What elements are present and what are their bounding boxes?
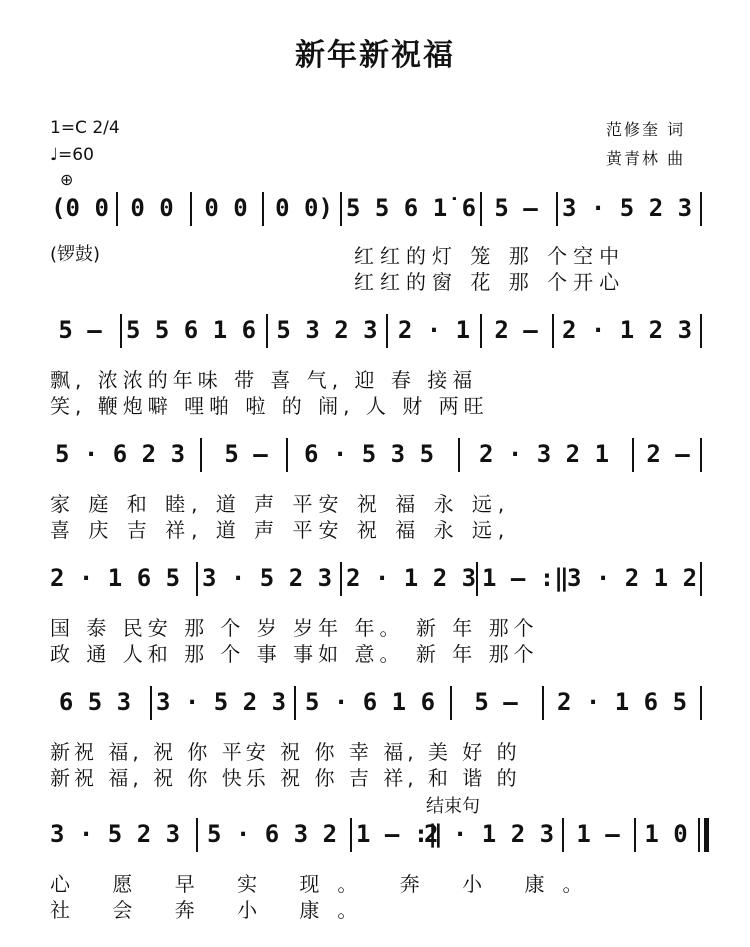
measure-notes: 5 5 6 1 6 <box>126 316 257 344</box>
ending-label: 结束句 <box>426 796 480 817</box>
measure-notes: 2 – <box>646 440 690 468</box>
measure-notes: 1 – :‖ <box>356 820 443 848</box>
barline <box>458 438 460 472</box>
measure-notes: 5 3 2 3 <box>276 316 378 344</box>
barline <box>190 192 192 226</box>
barline <box>450 686 452 720</box>
staff-row-6 <box>50 816 710 852</box>
barline <box>120 314 122 348</box>
measure-notes: 0 0 <box>130 194 174 222</box>
staff-row-2 <box>50 312 710 348</box>
measure-notes: 0 0) <box>275 194 333 222</box>
lyrics-verse-1: 心 愿 早 实 现。 奔 小 康。 <box>50 872 601 896</box>
lyrics-verse-1: 飘, 浓浓的年味 带 喜 气, 迎 春 接福 <box>50 368 478 392</box>
barline <box>700 686 702 720</box>
measure-notes: 5 – <box>474 688 518 716</box>
barline <box>196 562 198 596</box>
barline <box>542 686 544 720</box>
barline <box>700 314 702 348</box>
barline <box>266 314 268 348</box>
staff-row-5 <box>50 684 710 720</box>
segno-icon: ⊕ <box>60 170 74 189</box>
key-signature: 1=C 2/4 <box>50 118 120 138</box>
lyricist-credit: 范修奎 词 <box>606 120 686 139</box>
barline <box>552 314 554 348</box>
final-barline <box>704 818 709 852</box>
measure-notes: 5 – <box>58 316 102 344</box>
measure-notes: 2 · 1 2 3 <box>561 316 693 344</box>
measure-notes: 3 · 5 2 3 <box>562 194 693 222</box>
measure-notes: 5 – <box>494 194 538 222</box>
barline <box>116 192 118 226</box>
measure-notes: 5 5 6 1̇ 6 <box>346 194 477 222</box>
barline <box>700 438 702 472</box>
barline <box>562 818 564 852</box>
measure-notes: 3 · 5 2 3 <box>202 564 333 592</box>
barline <box>476 562 478 596</box>
lyrics-verse-2: 喜 庆 吉 祥, 道 声 平安 祝 福 永 远, <box>50 518 511 542</box>
barline <box>698 818 700 852</box>
staff-row-1 <box>50 190 710 226</box>
lyrics-verse-2: 政 通 人和 那 个 事 事如 意。 新 年 那个 <box>50 642 539 666</box>
lyrics-verse-2: 新祝 福, 祝 你 快乐 祝 你 吉 祥, 和 谐 的 <box>50 766 521 790</box>
tempo-marking: ♩=60 <box>50 145 94 165</box>
measure-notes: 5 – <box>224 440 268 468</box>
staff-row-3 <box>50 436 710 472</box>
barline <box>350 818 352 852</box>
barline <box>480 192 482 226</box>
barline <box>286 438 288 472</box>
measure-notes: 1 – <box>576 820 620 848</box>
measure-notes: 3 · 2 1 2 <box>566 564 698 592</box>
measure-notes: 2 · 1 2 3 <box>346 564 477 592</box>
measure-notes: 2 – <box>494 316 538 344</box>
measure-notes: 2 · 3 2 1 <box>478 440 610 468</box>
lyrics-verse-1: 国 泰 民安 那 个 岁 岁年 年。 新 年 那个 <box>50 616 539 640</box>
barline <box>340 562 342 596</box>
lyrics-verse-2: 笑, 鞭炮噼 哩啪 啦 的 闹, 人 财 两旺 <box>50 394 489 418</box>
measure-notes: 5 · 6 2 3 <box>54 440 186 468</box>
barline <box>196 818 198 852</box>
lyrics-verse-1: 红红的灯 笼 那 个空中 <box>354 244 626 268</box>
barline <box>480 314 482 348</box>
measure-notes: 1 – :‖ <box>482 564 569 592</box>
barline <box>632 438 634 472</box>
barline <box>386 314 388 348</box>
barline <box>556 192 558 226</box>
measure-notes: 5 · 6 3 2 <box>206 820 338 848</box>
barline <box>700 192 702 226</box>
lyrics-verse-1: 家 庭 和 睦, 道 声 平安 祝 福 永 远, <box>50 492 511 516</box>
barline <box>634 818 636 852</box>
measure-notes: 2 · 1 <box>397 316 471 344</box>
measure-notes: 2 · 1 6 5 <box>556 688 688 716</box>
barline <box>700 562 702 596</box>
barline <box>294 686 296 720</box>
measure-notes: 0 0 <box>204 194 248 222</box>
page-title: 新年新祝福 <box>295 38 455 73</box>
composer-credit: 黄青林 曲 <box>606 149 686 168</box>
measure-notes: 2 · 1 2 3 <box>424 820 555 848</box>
barline <box>340 192 342 226</box>
measure-notes: 5 · 6 1 6 <box>304 688 436 716</box>
barline <box>262 192 264 226</box>
measure-notes: 3 · 5 2 3 <box>156 688 287 716</box>
lyrics-verse-2: 红红的窗 花 那 个开心 <box>354 270 626 294</box>
measure-notes: 6 · 5 3 5 <box>303 440 435 468</box>
measure-notes: 1 0 <box>644 820 688 848</box>
measure-notes: 2 · 1 6 5 <box>50 564 181 592</box>
measure-notes: (0 0 <box>51 194 109 222</box>
lyrics-verse-1: 新祝 福, 祝 你 平安 祝 你 幸 福, 美 好 的 <box>50 740 521 764</box>
intro-label: (锣鼓) <box>50 244 101 265</box>
measure-notes: 3 · 5 2 3 <box>50 820 181 848</box>
barline <box>200 438 202 472</box>
measure-notes: 6 5 3 <box>58 688 132 716</box>
lyrics-verse-2: 社 会 奔 小 康。 <box>50 898 376 922</box>
staff-row-4 <box>50 560 710 596</box>
barline <box>150 686 152 720</box>
